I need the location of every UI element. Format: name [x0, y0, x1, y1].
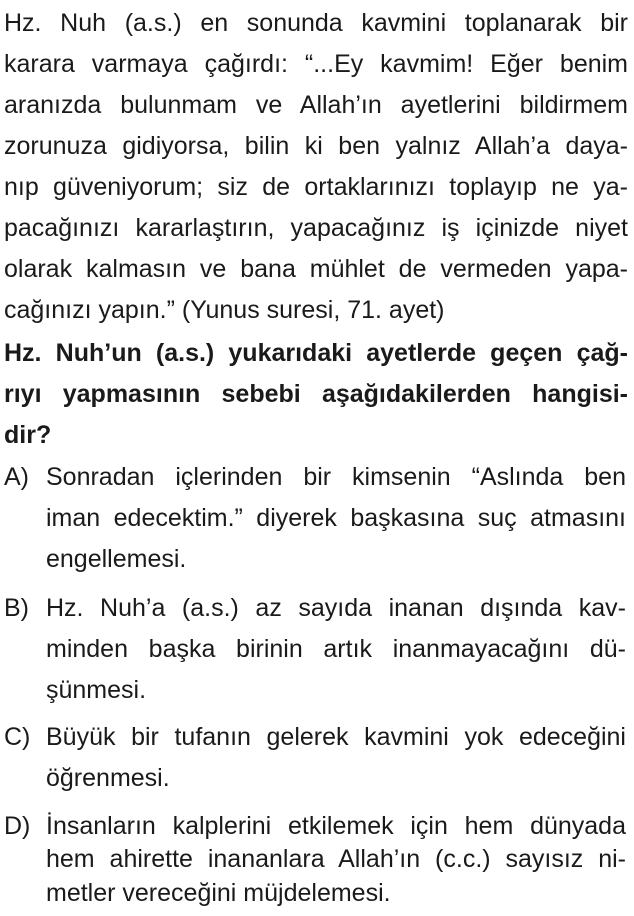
option-text-line: öğrenmesi.	[46, 764, 170, 792]
option-text-line: metler vereceğini müjdelemesi.	[46, 879, 391, 907]
option-text-line: Büyük bir tufanın gelerek kavmini yok edeceğini	[46, 723, 626, 751]
passage-line: karara varmaya çağırdı: “...Ey kavmim! Eğer benim	[4, 50, 628, 78]
option-text-line: iman edecektim.” diyerek başkasına suç atmasını	[46, 504, 626, 532]
option-text-line: engellemesi.	[46, 545, 187, 573]
option-letter: A)	[4, 463, 29, 491]
passage-line: Hz. Nuh (a.s.) en sonunda kavmini toplanarak bir	[4, 9, 628, 37]
question-line: Hz. Nuh’un (a.s.) yukarıdaki ayetlerde geçen çağ-	[4, 339, 628, 367]
passage-line: cağınızı yapın.” (Yunus suresi, 71. ayet)	[4, 296, 445, 324]
option-letter: B)	[4, 594, 29, 622]
passage-line: zorunuza gidiyorsa, bilin ki ben yalnız Allah’a daya-	[4, 132, 628, 160]
passage-line: aranızda bulunmam ve Allah’ın ayetlerini bildirmem	[4, 91, 628, 119]
option-text-line: İnsanların kalplerini etkilemek için hem dünyada	[46, 812, 626, 840]
passage-line: nıp güveniyorum; siz de ortaklarınızı toplayıp ne ya-	[4, 173, 628, 201]
question-line: rıyı yapmasının sebebi aşağıdakilerden hangisi-	[4, 380, 628, 408]
question-line: dir?	[4, 421, 52, 449]
option-text-line: Sonradan içlerinden bir kimsenin “Aslında ben	[46, 463, 626, 491]
option-letter: C)	[4, 723, 31, 751]
option-letter: D)	[4, 812, 31, 840]
option-text-line: şünmesi.	[46, 676, 147, 704]
option-text-line: Hz. Nuh’a (a.s.) az sayıda inanan dışında kav-	[46, 594, 626, 622]
option-text-line: minden başka birinin artık inanmayacağını dü-	[46, 635, 626, 663]
option-text-line: hem ahirette inananlara Allah’ın (c.c.) sayısız ni-	[46, 845, 626, 873]
passage-line: olarak kalmasın ve bana mühlet de vermeden yapa-	[4, 255, 628, 283]
passage-line: pacağınızı kararlaştırın, yapacağınız iş içinizde niyet	[4, 214, 628, 242]
